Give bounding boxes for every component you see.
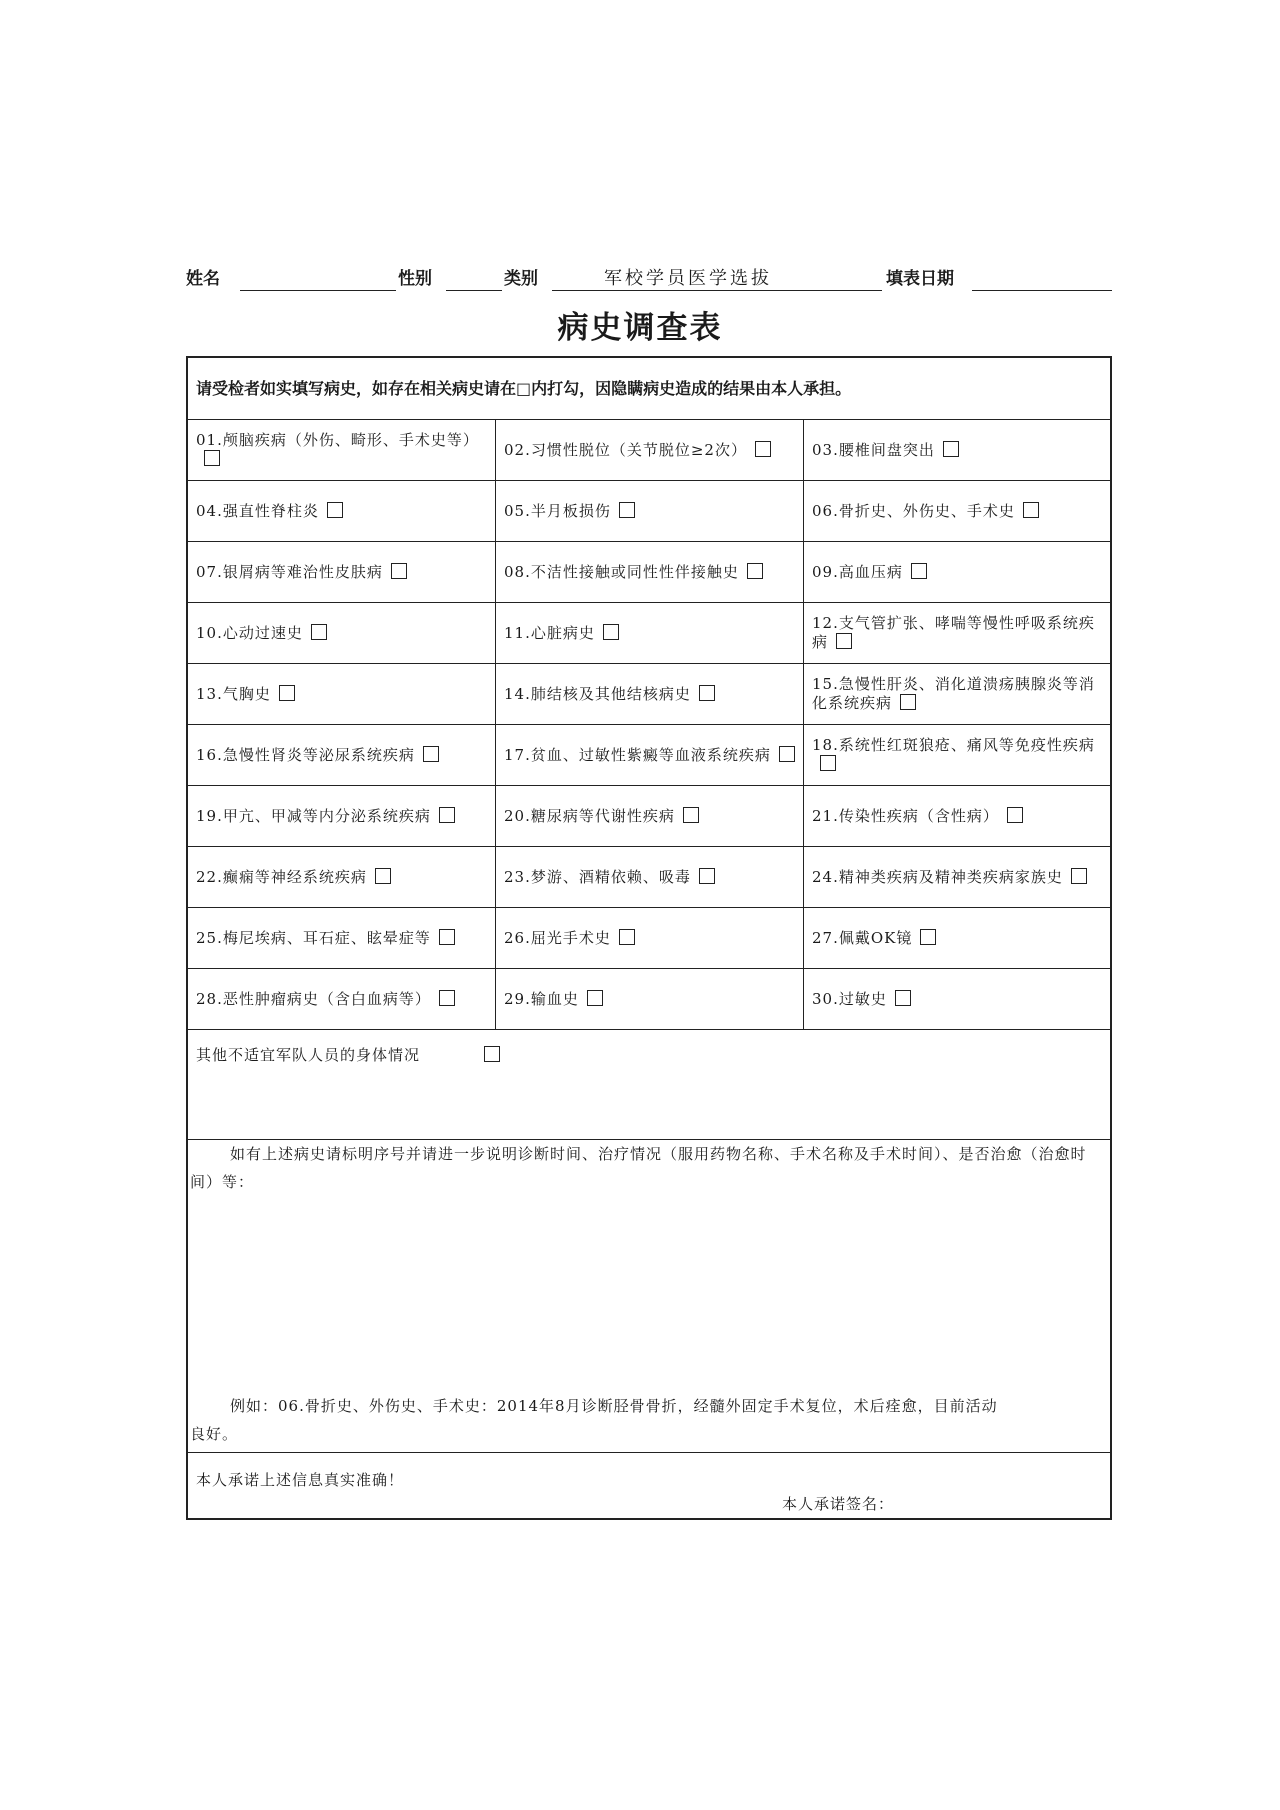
notes-instruction: 如有上述病史请标明序号并请进一步说明诊断时间、治疗情况（服用药物名称、手术名称及手术时间）、是否治愈（治愈时间）等： [190,1145,1087,1191]
history-item-label: 06.骨折史、外伤史、手术史 [812,501,1015,520]
history-item-checkbox[interactable] [895,990,911,1006]
history-item [496,664,804,725]
history-item-label: 29.输血史 [504,989,579,1008]
history-item-label: 22.癫痫等神经系统疾病 [196,867,367,886]
history-item-label: 30.过敏史 [812,989,887,1008]
history-item-checkbox[interactable] [204,450,220,466]
history-item-checkbox[interactable] [423,746,439,762]
category-label: 类别 [504,269,538,289]
history-item-label: 15.急慢性肝炎、消化道溃疡胰腺炎等消化系统疾病 [812,675,1095,712]
history-item [188,664,496,725]
promise-section [188,1453,1110,1518]
history-item [496,603,804,664]
history-form [186,356,1112,1520]
category-field[interactable] [552,290,882,291]
history-item-label: 23.梦游、酒精依赖、吸毒 [504,867,691,886]
gender-label: 性别 [398,269,432,289]
history-item-label: 16.急慢性肾炎等泌尿系统疾病 [196,745,415,764]
history-item-label: 11.心脏病史 [504,623,595,642]
history-item-label: 09.高血压病 [812,562,903,581]
history-item-label: 12.支气管扩张、哮喘等慢性呼吸系统疾病 [812,614,1095,651]
instruction-text: 请受检者如实填写病史，如存在相关病史请在□内打勾，因隐瞒病史造成的结果由本人承担。 [188,358,1110,420]
history-item-label: 26.屈光手术史 [504,928,611,947]
history-item [188,786,496,847]
history-item-label: 13.气胸史 [196,684,271,703]
history-item-label: 07.银屑病等难治性皮肤病 [196,562,383,581]
history-item-label: 25.梅尼埃病、耳石症、眩晕症等 [196,928,431,947]
history-item [188,725,496,786]
history-item-checkbox[interactable] [603,624,619,640]
history-item-checkbox[interactable] [311,624,327,640]
history-item-checkbox[interactable] [779,746,795,762]
history-item [188,481,496,542]
history-item [804,420,1110,481]
history-item-checkbox[interactable] [587,990,603,1006]
history-item [804,786,1110,847]
other-condition-row [188,1030,1110,1140]
name-label: 姓名 [186,269,220,289]
history-item-checkbox[interactable] [1007,807,1023,823]
history-item [804,725,1110,786]
history-item-checkbox[interactable] [619,502,635,518]
history-item-label: 01.颅脑疾病（外伤、畸形、手术史等） [196,431,479,449]
history-item-checkbox[interactable] [1023,502,1039,518]
history-item-label: 14.肺结核及其他结核病史 [504,684,691,703]
history-item [804,969,1110,1030]
history-item [804,664,1110,725]
category-value: 军校学员医学选拔 [604,268,772,289]
history-item-checkbox[interactable] [619,929,635,945]
date-field[interactable] [972,290,1112,291]
header-fields [186,258,1112,294]
history-item [496,725,804,786]
history-item [496,786,804,847]
notes-section[interactable] [188,1140,1110,1453]
history-item-checkbox[interactable] [1071,868,1087,884]
history-item [188,847,496,908]
history-item-label: 24.精神类疾病及精神类疾病家族史 [812,867,1063,886]
history-item-label: 05.半月板损伤 [504,501,611,520]
history-item-label: 17.贫血、过敏性紫癜等血液系统疾病 [504,745,771,764]
history-item [804,542,1110,603]
history-item-checkbox[interactable] [699,868,715,884]
history-item-label: 02.习惯性脱位（关节脱位≥2次） [504,440,747,459]
history-item-checkbox[interactable] [683,807,699,823]
history-item [188,603,496,664]
other-condition-label: 其他不适宜军队人员的身体情况 [196,1046,421,1064]
history-item-label: 08.不洁性接触或同性性伴接触史 [504,562,739,581]
history-item-label: 20.糖尿病等代谢性疾病 [504,806,675,825]
history-item-label: 21.传染性疾病（含性病） [812,806,999,825]
history-item [496,908,804,969]
history-item [496,481,804,542]
history-item-checkbox[interactable] [755,441,771,457]
history-item [188,420,496,481]
history-item-checkbox[interactable] [920,929,936,945]
notes-example: 例如：06.骨折史、外伤史、手术史：2014年8月诊断胫骨骨折，经髓外固定手术复位，术后痊愈，目前活动良好。 [190,1397,998,1443]
history-item [496,847,804,908]
history-item-checkbox[interactable] [911,563,927,579]
history-item-checkbox[interactable] [699,685,715,701]
history-item [188,969,496,1030]
date-label: 填表日期 [886,269,954,289]
promise-statement: 本人承诺上述信息真实准确！ [196,1471,405,1489]
history-item-checkbox[interactable] [279,685,295,701]
history-item-label: 04.强直性脊柱炎 [196,501,319,520]
history-item [496,969,804,1030]
history-item-checkbox[interactable] [375,868,391,884]
history-item-checkbox[interactable] [439,990,455,1006]
history-item-label: 19.甲亢、甲减等内分泌系统疾病 [196,806,431,825]
history-item-checkbox[interactable] [747,563,763,579]
history-item-checkbox[interactable] [836,633,852,649]
history-item-checkbox[interactable] [327,502,343,518]
history-item-checkbox[interactable] [900,694,916,710]
history-item-checkbox[interactable] [943,441,959,457]
history-item-label: 10.心动过速史 [196,623,303,642]
signature-label[interactable]: 本人承诺签名： [782,1495,895,1513]
history-item [496,542,804,603]
history-item-label: 27.佩戴OK镜 [812,928,913,947]
history-item-checkbox[interactable] [439,929,455,945]
history-item [188,542,496,603]
name-field[interactable] [240,290,396,291]
history-item [496,420,804,481]
history-item-checkbox[interactable] [391,563,407,579]
history-item [188,908,496,969]
other-condition-checkbox[interactable] [484,1046,500,1062]
history-item-label: 03.腰椎间盘突出 [812,440,935,459]
history-item-checkbox[interactable] [820,755,836,771]
history-item [804,481,1110,542]
history-item-checkbox[interactable] [439,807,455,823]
history-item [804,908,1110,969]
gender-field[interactable] [446,290,502,291]
page-title: 病史调查表 [557,310,723,346]
history-item-label: 28.恶性肿瘤病史（含白血病等） [196,989,431,1008]
history-item-label: 18.系统性红斑狼疮、痛风等免疫性疾病 [812,736,1095,754]
history-item [804,603,1110,664]
history-item [804,847,1110,908]
